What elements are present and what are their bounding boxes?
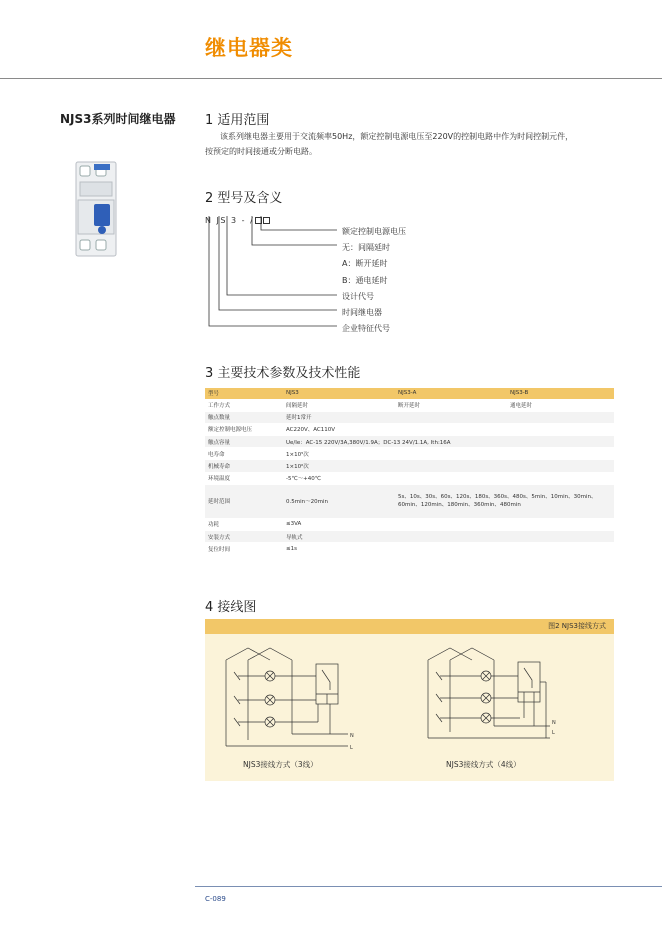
model-code-text: N JS 3 - / (205, 216, 255, 225)
table-cell: 额定控制电源电压 (205, 423, 283, 435)
table-row (205, 423, 614, 435)
header-divider (0, 78, 662, 79)
table-cell: ≤3VA (283, 518, 614, 530)
table-cell: Ue/Ie：AC-15 220V/3A,380V/1.9A；DC-13 24V/1.1A, Ith:16A (283, 436, 614, 448)
terminal-n-label-1: N (350, 733, 354, 739)
table-row (205, 531, 614, 543)
table-cell: 1×10⁵次 (283, 448, 614, 460)
model-code-leader-lines (205, 216, 345, 334)
category-title: 继电器类 (205, 36, 293, 60)
section-1-text-line1: 该系列继电器主要用于交流频率50Hz，额定控制电源电压至220V的控制电路中作为时间控制元件， (220, 132, 574, 141)
section-1-heading: 1 适用范围 (205, 113, 270, 128)
product-image (72, 160, 122, 260)
table-cell: 5s、10s、30s、60s、120s、180s、360s、480s、5min、10min、30min、60min、120min、180min、360min、480min (395, 484, 614, 518)
table-cell: -5℃～+40℃ (283, 472, 614, 484)
section-2-heading: 2 型号及含义 (205, 191, 283, 206)
table-cell: 1×10⁶次 (283, 460, 614, 472)
section-3-heading: 3 主要技术参数及技术性能 (205, 366, 361, 381)
wiring-diagram-3-wire (218, 642, 368, 750)
wiring-diagram-4-wire (420, 642, 570, 742)
model-label-company-code: 企业特征代号 (342, 324, 390, 333)
table-row (205, 460, 614, 472)
product-title: NJS3系列时间继电器 (60, 112, 176, 126)
spec-table (205, 388, 614, 555)
table-cell: AC220V、AC110V (283, 423, 614, 435)
table-cell: 工作方式 (205, 399, 283, 411)
table-row (205, 411, 614, 423)
diagram-1-caption: NJS3接线方式（3线） (243, 760, 318, 769)
table-row (205, 399, 614, 411)
section-4-heading: 4 接线图 (205, 600, 257, 615)
table-row (205, 543, 614, 555)
model-label-interval: 无：间隔延时 (342, 243, 390, 252)
model-label-off-delay: A：断开延时 (342, 259, 388, 268)
table-cell: 安装方式 (205, 531, 283, 543)
model-label-time-relay: 时间继电器 (342, 308, 382, 317)
table-cell: 导轨式 (283, 531, 614, 543)
table-cell: 机械寿命 (205, 460, 283, 472)
terminal-l-label-1: L (350, 745, 353, 750)
table-row (205, 448, 614, 460)
table-header-cell: NJS3-A (395, 388, 507, 399)
table-cell: 触点容量 (205, 436, 283, 448)
table-cell: 延时1常开 (283, 411, 614, 423)
table-header-cell: NJS3-B (507, 388, 614, 399)
model-label-on-delay: B：通电延时 (342, 276, 388, 285)
footer-divider (195, 886, 662, 887)
figure-title: 图2 NJS3接线方式 (548, 622, 606, 630)
table-header-cell: 型号 (205, 388, 283, 399)
section-1-text-line2: 按预定的时间接通或分断电路。 (205, 147, 317, 156)
table-row (205, 484, 614, 518)
table-cell: 环境温度 (205, 472, 283, 484)
table-header-row (205, 388, 614, 399)
page-number: C-089 (205, 895, 226, 903)
terminal-n-label-2: N (552, 720, 556, 726)
table-row (205, 518, 614, 530)
table-row (205, 472, 614, 484)
diagram-2-caption: NJS3接线方式（4线） (446, 760, 521, 769)
table-header-cell: NJS3 (283, 388, 395, 399)
table-cell: 通电延时 (507, 399, 614, 411)
terminal-l-label-2: L (552, 730, 555, 736)
model-label-design-code: 设计代号 (342, 292, 374, 301)
table-cell: 电寿命 (205, 448, 283, 460)
table-cell: 间隔延时 (283, 399, 395, 411)
wiring-figure-header (205, 619, 614, 634)
table-row (205, 436, 614, 448)
table-cell: 延时范围 (205, 484, 283, 518)
table-cell: 0.5min～20min (283, 484, 395, 518)
table-cell: 触点数量 (205, 411, 283, 423)
table-cell: 功耗 (205, 518, 283, 530)
model-label-voltage: 额定控制电源电压 (342, 227, 406, 236)
table-cell: ≤1s (283, 543, 614, 555)
table-cell: 复位时间 (205, 543, 283, 555)
table-cell: 断开延时 (395, 399, 507, 411)
